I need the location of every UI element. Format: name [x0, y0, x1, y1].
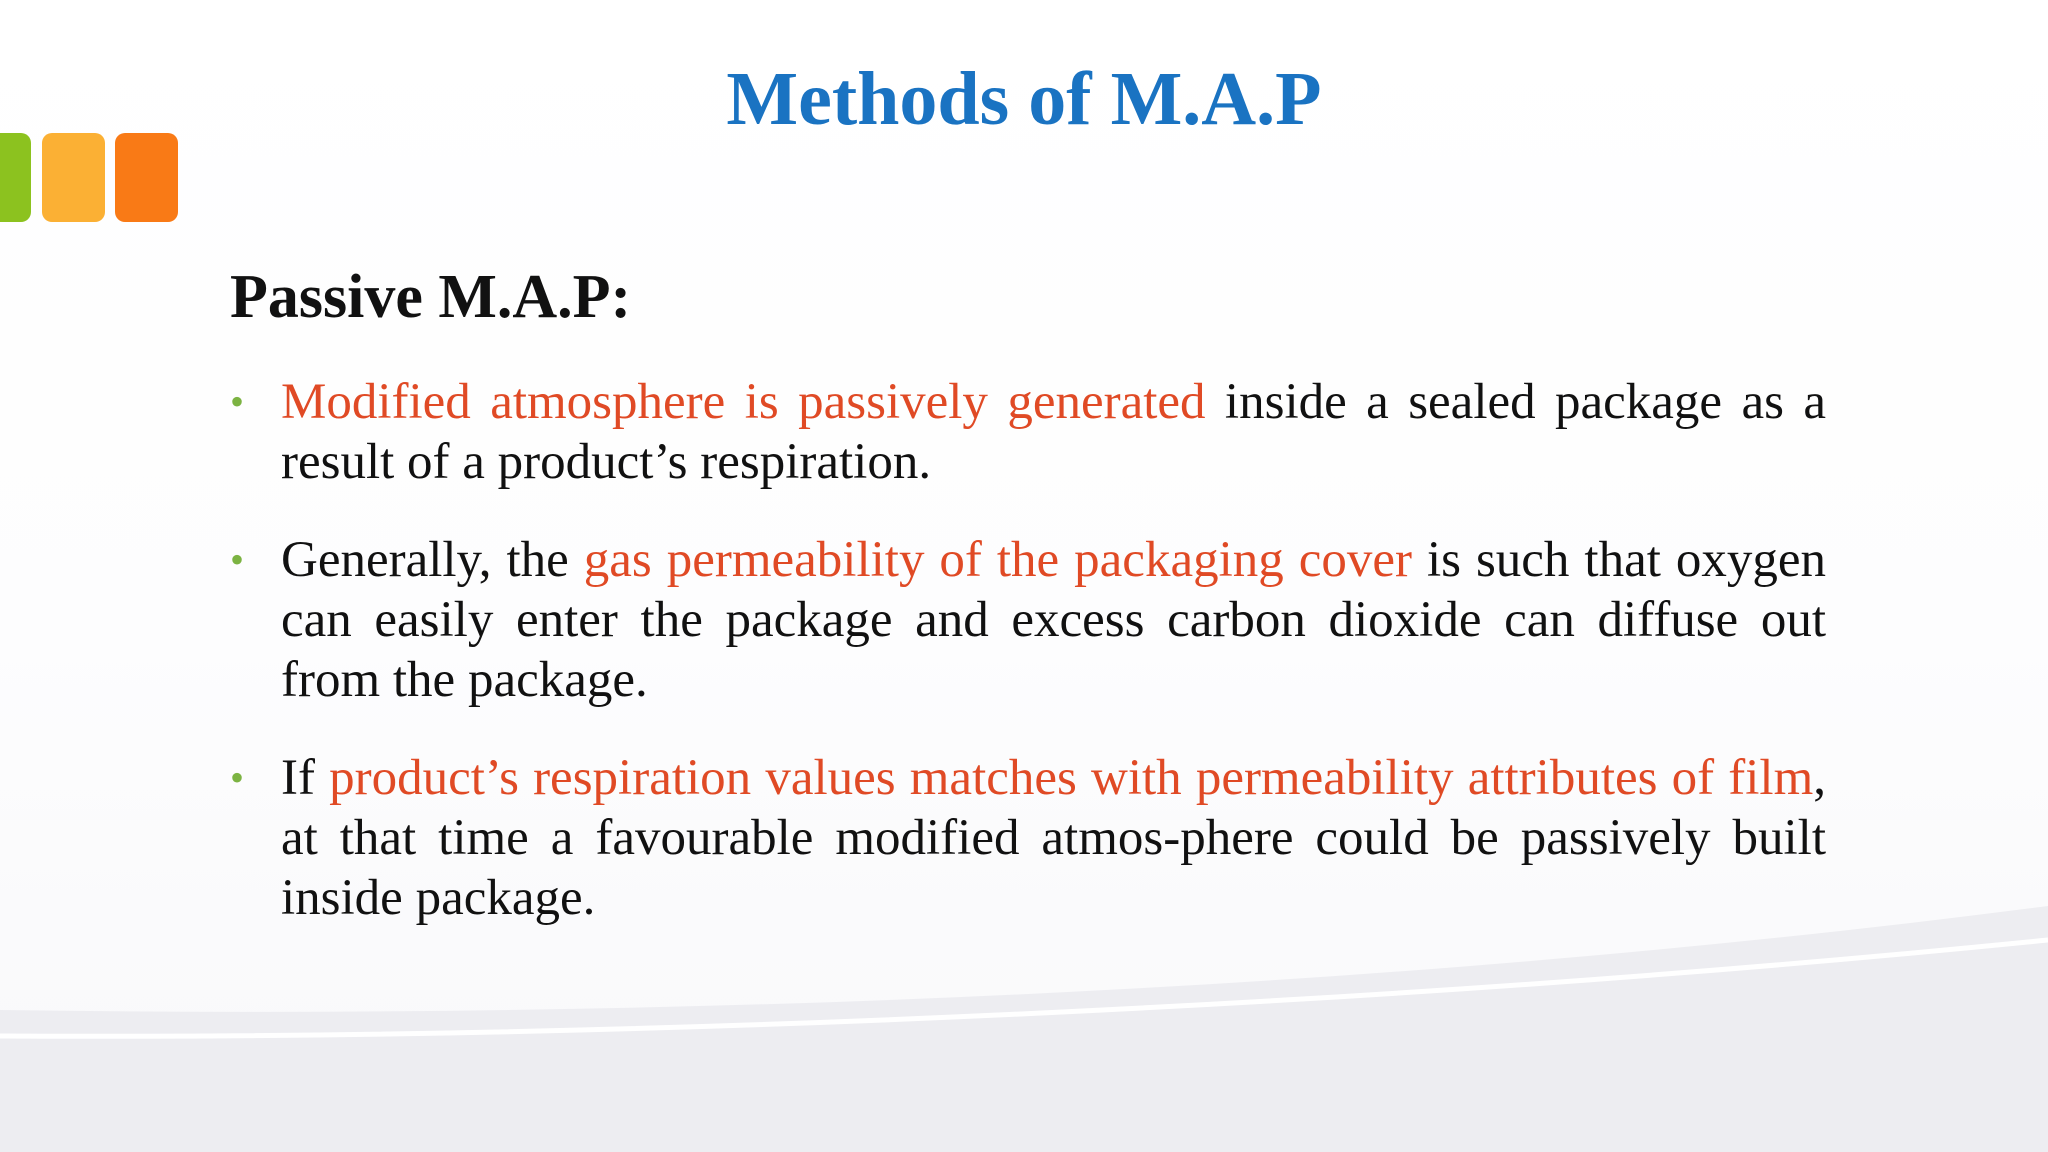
bullet-icon: •	[230, 379, 245, 424]
bullet-item	[230, 372, 1826, 492]
decorative-squares	[0, 133, 180, 223]
bullet-item	[230, 530, 1826, 710]
body-text: If	[281, 750, 330, 806]
body-text: is such that oxygen can easily enter the package and excess carbon dioxide can diffuse out from the package.	[281, 532, 1826, 708]
slide-title: Methods of M.A.P	[726, 57, 1322, 141]
body-text: Generally, the	[281, 532, 584, 588]
orange-square-icon	[115, 133, 178, 222]
section-heading: Passive M.A.P:	[230, 263, 632, 331]
bullet-item	[230, 748, 1826, 928]
highlighted-text: gas permeability of the packaging cover	[583, 532, 1412, 588]
bullet-icon: •	[230, 537, 245, 582]
body-text: inside a sealed package as a result of a product’s respiration.	[281, 374, 1826, 490]
body-text: , at that time a favourable modified atmos-phere could be passively built inside package.	[281, 750, 1827, 926]
yellow-square-icon	[42, 133, 105, 222]
bullet-icon: •	[230, 755, 245, 800]
bullet-list	[230, 372, 1826, 966]
highlighted-text: Modified atmosphere is passively generated	[281, 374, 1206, 430]
highlighted-text: product’s respiration values matches with permeability attributes of film	[329, 750, 1814, 806]
green-square-icon	[0, 133, 31, 222]
